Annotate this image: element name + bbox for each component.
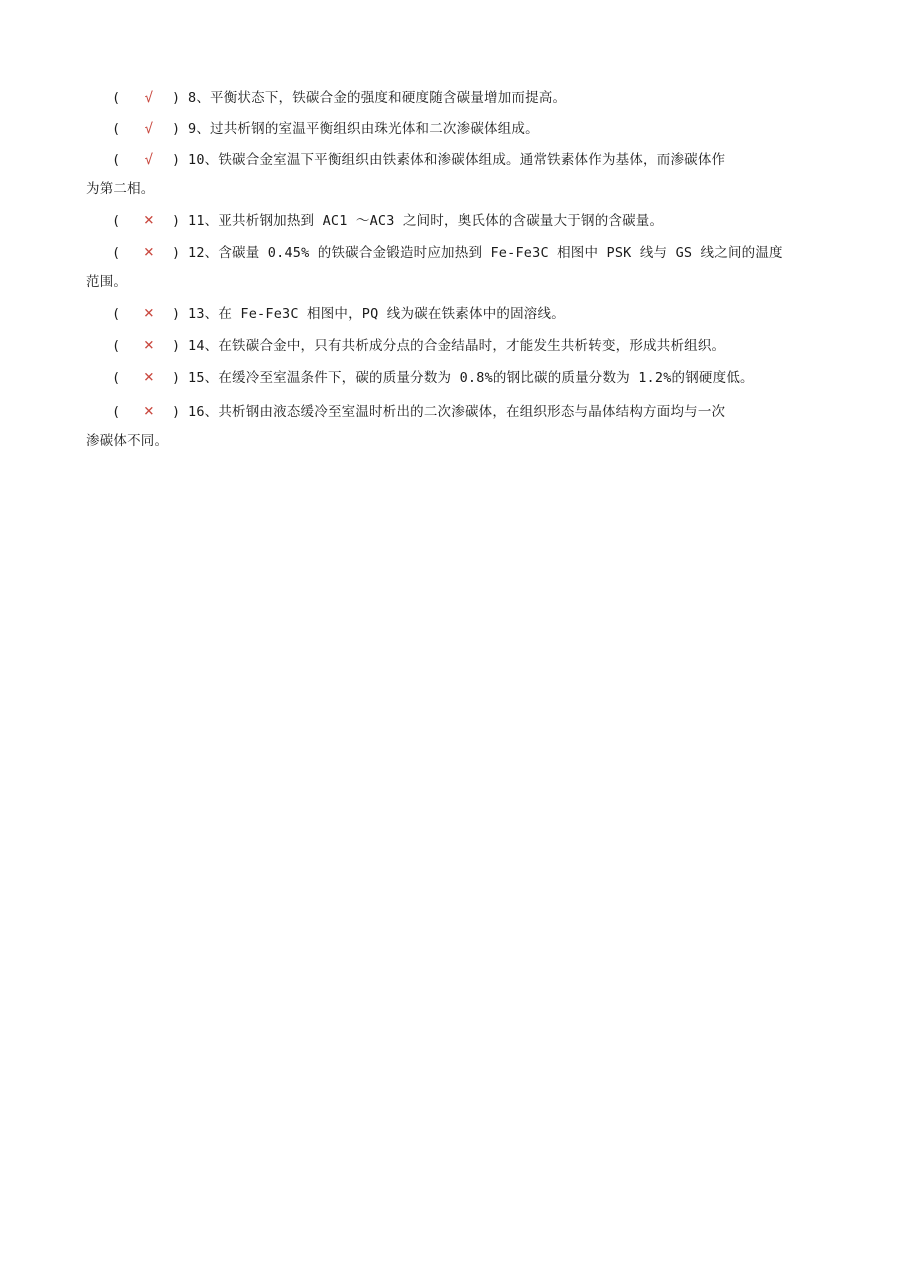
item-line — [86, 84, 816, 113]
item-continuation: 为第二相。 — [86, 181, 155, 197]
close-paren: ) — [172, 213, 181, 229]
open-paren: ( — [112, 90, 121, 106]
item-continuation: 渗碳体不同。 — [86, 433, 169, 449]
close-paren: ) — [172, 245, 181, 261]
item-line — [86, 331, 816, 361]
item-text: 共析钢由液态缓冷至室温时析出的二次渗碳体，在组织形态与晶体结构方面均与一次 — [218, 404, 726, 420]
item-text: 平衡状态下，铁碳合金的强度和硬度随含碳量增加而提高。 — [210, 90, 567, 106]
close-paren: ) — [172, 90, 181, 106]
close-paren: ) — [172, 152, 181, 168]
open-paren: ( — [112, 245, 121, 261]
item-text: 亚共析钢加热到 AC1 ～AC3 之间时，奥氏体的含碳量大于钢的含碳量。 — [218, 213, 664, 229]
item-line — [86, 115, 816, 144]
list-item — [86, 115, 816, 144]
item-text: 过共析钢的室温平衡组织由珠光体和二次渗碳体组成。 — [210, 121, 539, 137]
cross-mark-icon: × — [143, 335, 155, 355]
question-list — [86, 84, 816, 458]
list-item — [86, 206, 816, 236]
open-paren: ( — [112, 306, 121, 322]
item-line — [86, 299, 816, 329]
open-paren: ( — [112, 370, 121, 386]
open-paren: ( — [112, 338, 121, 354]
close-paren: ) — [172, 404, 181, 420]
item-text: 在 Fe-Fe3C 相图中，PQ 线为碳在铁素体中的固溶线。 — [218, 306, 565, 322]
item-number: 16、 — [188, 404, 219, 420]
item-number: 9、 — [188, 121, 211, 137]
cross-mark-icon: × — [143, 210, 155, 230]
item-line — [86, 146, 816, 175]
item-text: 在缓冷至室温条件下，碳的质量分数为 0.8%的钢比碳的质量分数为 1.2%的钢硬度低。 — [218, 370, 754, 386]
list-item — [86, 238, 816, 297]
item-line — [86, 238, 816, 268]
close-paren: ) — [172, 370, 181, 386]
close-paren: ) — [172, 121, 181, 137]
list-item — [86, 397, 816, 456]
open-paren: ( — [112, 121, 121, 137]
check-mark-icon: √ — [144, 152, 154, 168]
list-item — [86, 363, 816, 393]
cross-mark-icon: × — [143, 367, 155, 387]
check-mark-icon: √ — [144, 121, 154, 137]
cross-mark-icon: × — [143, 303, 155, 323]
item-line — [86, 363, 816, 393]
list-item — [86, 84, 816, 113]
item-line — [86, 397, 816, 427]
open-paren: ( — [112, 404, 121, 420]
item-number: 13、 — [188, 306, 219, 322]
item-number: 12、 — [188, 245, 219, 261]
item-number: 11、 — [188, 213, 219, 229]
item-text: 铁碳合金室温下平衡组织由铁素体和渗碳体组成。通常铁素体作为基体，而渗碳体作 — [218, 152, 726, 168]
list-item — [86, 331, 816, 361]
item-number: 10、 — [188, 152, 219, 168]
cross-mark-icon: × — [143, 242, 155, 262]
item-continuation: 范围。 — [86, 274, 128, 290]
open-paren: ( — [112, 152, 121, 168]
close-paren: ) — [172, 338, 181, 354]
item-text: 在铁碳合金中，只有共析成分点的合金结晶时，才能发生共析转变，形成共析组织。 — [218, 338, 726, 354]
open-paren: ( — [112, 213, 121, 229]
item-line — [86, 206, 816, 236]
list-item — [86, 299, 816, 329]
item-text: 含碳量 0.45% 的铁碳合金锻造时应加热到 Fe-Fe3C 相图中 PSK 线与 GS 线之间的温度 — [218, 245, 783, 261]
item-number: 8、 — [188, 90, 211, 106]
cross-mark-icon: × — [143, 401, 155, 421]
close-paren: ) — [172, 306, 181, 322]
check-mark-icon: √ — [144, 90, 154, 106]
item-number: 14、 — [188, 338, 219, 354]
list-item — [86, 146, 816, 204]
item-number: 15、 — [188, 370, 219, 386]
